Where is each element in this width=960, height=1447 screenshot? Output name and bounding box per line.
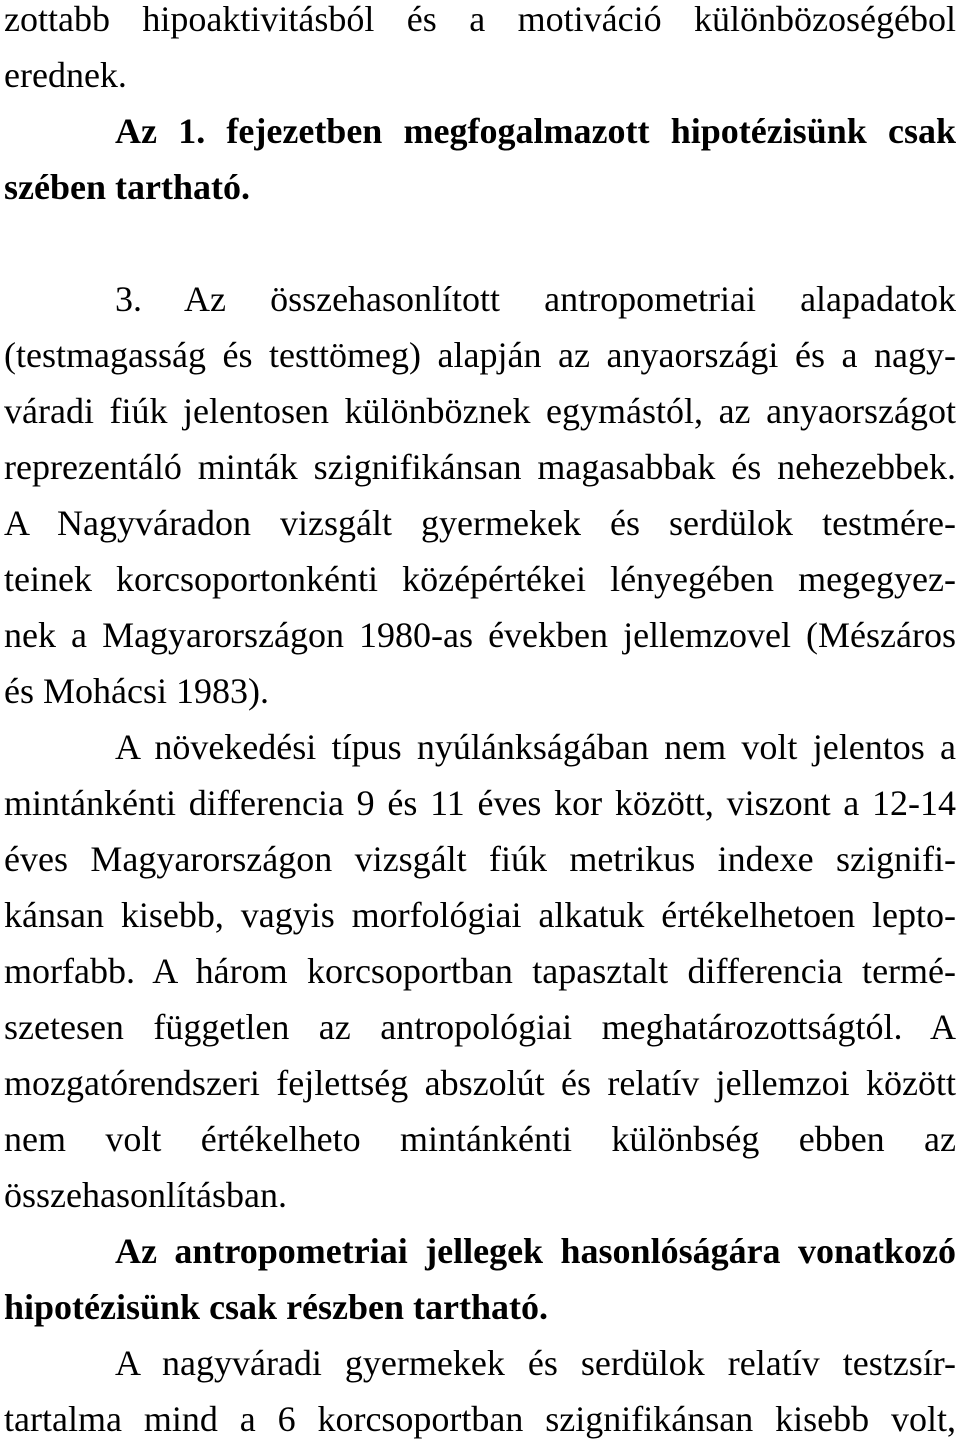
text-line: mintánkénti differencia 9 és 11 éves kor között, viszont a 12-14 bbox=[4, 783, 956, 823]
text-line: A növekedési típus nyúlánkságában nem volt jelentos a bbox=[115, 727, 956, 767]
conclusion-hypothesis-2 bbox=[4, 1223, 956, 1335]
text-line: morfabb. A három korcsoportban tapasztalt differencia termé- bbox=[4, 951, 956, 991]
text-line: mozgatórendszeri fejlettség abszolút és relatív jellemzoi között bbox=[4, 1063, 956, 1103]
text-line: váradi fiúk jelentosen különböznek egymástól, az anyaországot bbox=[4, 391, 956, 431]
paragraph-growth-type bbox=[4, 719, 956, 1223]
text-line-bold: szében tartható. bbox=[4, 167, 250, 207]
paragraph-intro-continuation bbox=[4, 0, 956, 103]
text-line: (testmagasság és testtömeg) alapján az anyaországi és a nagy- bbox=[4, 335, 956, 375]
text-line: zottabb hipoaktivitásból és a motiváció különbözoségébol bbox=[4, 0, 956, 39]
text-line: éves Magyarországon vizsgált fiúk metrikus indexe szignifi- bbox=[4, 839, 956, 879]
text-line-bold: Az antropometriai jellegek hasonlóságára vonatkozó bbox=[115, 1231, 956, 1271]
text-line: 3. Az összehasonlított antropometriai alapadatok bbox=[115, 279, 956, 319]
paragraph-finding-3 bbox=[4, 271, 956, 719]
blank-line bbox=[4, 215, 956, 271]
text-line: reprezentáló minták szignifikánsan magasabbak és nehezebbek. bbox=[4, 447, 956, 487]
document-page bbox=[4, 0, 956, 1441]
text-line: kánsan kisebb, vagyis morfológiai alkatuk értékelhetoen lepto- bbox=[4, 895, 956, 935]
text-line: A nagyváradi gyermekek és serdülok relatív testzsír- bbox=[115, 1343, 956, 1383]
text-line: szetesen független az antropológiai meghatározottságtól. A bbox=[4, 1007, 956, 1047]
text-line: A Nagyváradon vizsgált gyermekek és serdülok testmére- bbox=[4, 503, 956, 543]
text-line: nem volt értékelheto mintánkénti különbség ebben az bbox=[4, 1119, 956, 1159]
text-line: összehasonlításban. bbox=[4, 1175, 287, 1215]
conclusion-hypothesis-1 bbox=[4, 103, 956, 215]
text-line: tartalma mind a 6 korcsoportban szignifikánsan kisebb volt, bbox=[4, 1399, 956, 1439]
paragraph-body-fat bbox=[4, 1335, 956, 1441]
text-line-bold: hipotézisünk csak részben tartható. bbox=[4, 1287, 549, 1327]
text-line: teinek korcsoportonkénti középértékei lényegében megegyez- bbox=[4, 559, 956, 599]
text-line: nek a Magyarországon 1980-as években jellemzovel (Mészáros bbox=[4, 615, 956, 655]
text-line: erednek. bbox=[4, 55, 127, 95]
text-line-bold: Az 1. fejezetben megfogalmazott hipotézisünk csak bbox=[115, 111, 956, 151]
text-line: és Mohácsi 1983). bbox=[4, 671, 269, 711]
